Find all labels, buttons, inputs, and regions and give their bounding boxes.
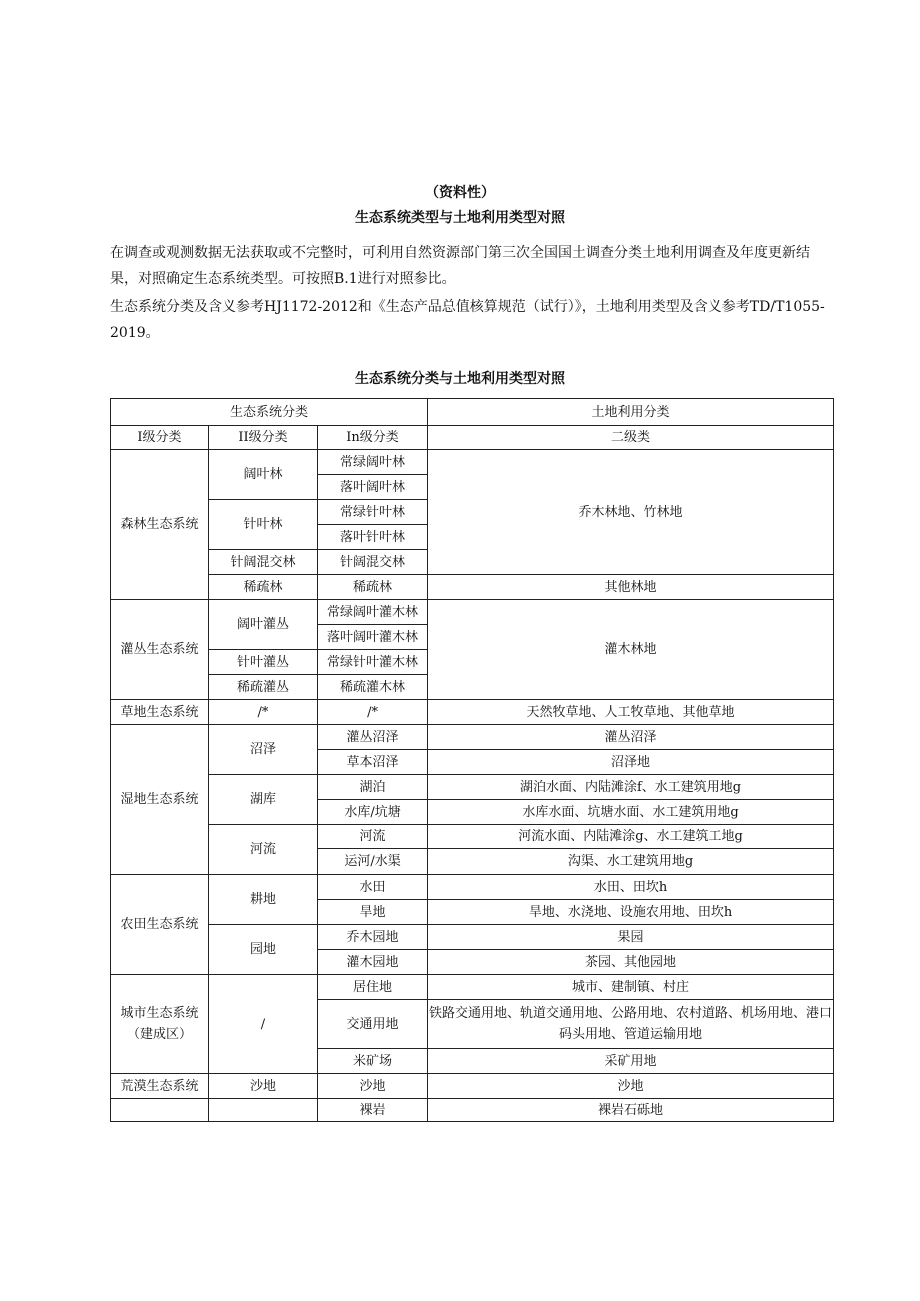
cell-l2: 针阔混交林 xyxy=(209,550,318,575)
appendix-subtitle: （资料性） xyxy=(425,185,495,201)
cell-landuse: 旱地、水浇地、设施农用地、田坎h xyxy=(428,900,834,925)
col-header-level2: II级分类 xyxy=(209,426,318,450)
cell-landuse: 河流水面、内陆滩涂g、水工建筑工地g xyxy=(428,825,834,849)
cell-l2: 针叶灌丛 xyxy=(209,650,318,675)
cell-l2: 园地 xyxy=(209,925,318,975)
cell-l2: 沼泽 xyxy=(209,725,318,775)
group-header-ecosystem: 生态系统分类 xyxy=(111,399,428,426)
cell-l1-shrub: 灌丛生态系统 xyxy=(111,600,209,700)
cell-landuse: 湖泊水面、内陆滩涂f、水工建筑用地g xyxy=(428,775,834,800)
cell-l3: 湖泊 xyxy=(318,775,428,800)
cell-l3: 稀疏林 xyxy=(318,575,428,600)
cell-l3: 稀疏灌木林 xyxy=(318,675,428,700)
cell-l3: 落叶针叶林 xyxy=(318,525,428,550)
cell-l3: 针阔混交林 xyxy=(318,550,428,575)
paragraph-2: 生态系统分类及含义参考HJ1172-2012和《生态产品总值核算规范（试行）》，土地利用类型及含义参考TD/T1055-2019。 xyxy=(110,299,825,341)
cell-l2: 针叶林 xyxy=(209,500,318,550)
cell-l1-urban xyxy=(111,975,209,1074)
cell-l3: 河流 xyxy=(318,825,428,849)
cell-l3: 常绿阔叶灌木林 xyxy=(318,600,428,625)
cell-l1-desert: 荒漠生态系统 xyxy=(111,1074,209,1099)
col-header-level3: In级分类 xyxy=(318,426,428,450)
cell-l3: 灌丛沼泽 xyxy=(318,725,428,750)
col-header-level1: I级分类 xyxy=(111,426,209,450)
cell-l3: 水田 xyxy=(318,875,428,900)
cell-l3: 沙地 xyxy=(318,1074,428,1099)
cell-l1-grass: 草地生态系统 xyxy=(111,700,209,725)
cell-l3: 落叶阔叶灌木林 xyxy=(318,625,428,650)
cell-l1-wetland: 湿地生态系统 xyxy=(111,725,209,875)
cell-l2: 耕地 xyxy=(209,875,318,925)
cell-landuse: 裸岩石砾地 xyxy=(428,1099,834,1122)
cell-landuse: 沙地 xyxy=(428,1074,834,1099)
cell-landuse: 灌木林地 xyxy=(428,600,834,700)
cell-l2: 湖库 xyxy=(209,775,318,825)
cell-l1-urban-line2: （建成区） xyxy=(126,1027,192,1042)
cell-l3: 常绿阔叶林 xyxy=(318,450,428,475)
cell-l3: 乔木园地 xyxy=(318,925,428,950)
cell-l3: 米矿场 xyxy=(318,1049,428,1074)
cell-landuse: 水库水面、坑塘水面、水工建筑用地g xyxy=(428,800,834,825)
cell-l3: 落叶阔叶林 xyxy=(318,475,428,500)
cell-landuse: 其他林地 xyxy=(428,575,834,600)
cell-landuse: 灌丛沼泽 xyxy=(428,725,834,750)
cell-l3: 旱地 xyxy=(318,900,428,925)
cell-l3: 常绿针叶灌木林 xyxy=(318,650,428,675)
cell-landuse: 城市、建制镇、村庄 xyxy=(428,975,834,1000)
group-header-landuse: 土地利用分类 xyxy=(428,399,834,426)
cell-l1-farm: 农田生态系统 xyxy=(111,875,209,975)
cell-l2: /* xyxy=(209,700,318,725)
cell-l3: 水库/坑塘 xyxy=(318,800,428,825)
cell-landuse: 沟渠、水工建筑用地g xyxy=(428,849,834,875)
paragraph-1: 在调查或观测数据无法获取或不完整时，可利用自然资源部门第三次全国国土调查分类土地利用调查及年度更新结果，对照确定生态系统类型。可按照B.1进行对照参比。 xyxy=(110,245,810,287)
cell-landuse: 乔木林地、竹林地 xyxy=(428,450,834,575)
cell-landuse: 水田、田坎h xyxy=(428,875,834,900)
cell-landuse: 铁路交通用地、轨道交通用地、公路用地、农村道路、机场用地、港口码头用地、管道运输用地 xyxy=(428,1000,834,1049)
cell-landuse: 茶园、其他园地 xyxy=(428,950,834,975)
cell-landuse: 天然牧草地、人工牧草地、其他草地 xyxy=(428,700,834,725)
cell-l2: 稀疏灌丛 xyxy=(209,675,318,700)
table-title: 生态系统分类与土地利用类型对照 xyxy=(355,371,565,387)
ecosystem-landuse-table xyxy=(110,398,834,1122)
cell-l2: 河流 xyxy=(209,825,318,875)
cell-l3: 灌木园地 xyxy=(318,950,428,975)
cell-l2: 阔叶林 xyxy=(209,450,318,500)
cell-l3: 裸岩 xyxy=(318,1099,428,1122)
cell-l2: 沙地 xyxy=(209,1074,318,1099)
cell-l2: 阔叶灌丛 xyxy=(209,600,318,650)
cell-landuse: 采矿用地 xyxy=(428,1049,834,1074)
cell-l3: 交通用地 xyxy=(318,1000,428,1049)
cell-l3: /* xyxy=(318,700,428,725)
cell-l3: 常绿针叶林 xyxy=(318,500,428,525)
cell-landuse: 果园 xyxy=(428,925,834,950)
cell-empty xyxy=(111,1099,209,1122)
col-header-landuse-level2: 二级类 xyxy=(428,426,834,450)
cell-l3: 运河/水渠 xyxy=(318,849,428,875)
cell-landuse: 沼泽地 xyxy=(428,750,834,775)
appendix-title: 生态系统类型与土地利用类型对照 xyxy=(355,210,565,226)
cell-l2: / xyxy=(209,975,318,1074)
cell-l3: 居住地 xyxy=(318,975,428,1000)
cell-l1-urban-line1: 城市生态系统 xyxy=(120,1006,199,1021)
cell-l2: 稀疏林 xyxy=(209,575,318,600)
cell-l3: 草本沼泽 xyxy=(318,750,428,775)
cell-empty xyxy=(209,1099,318,1122)
cell-l1-forest: 森林生态系统 xyxy=(111,450,209,600)
